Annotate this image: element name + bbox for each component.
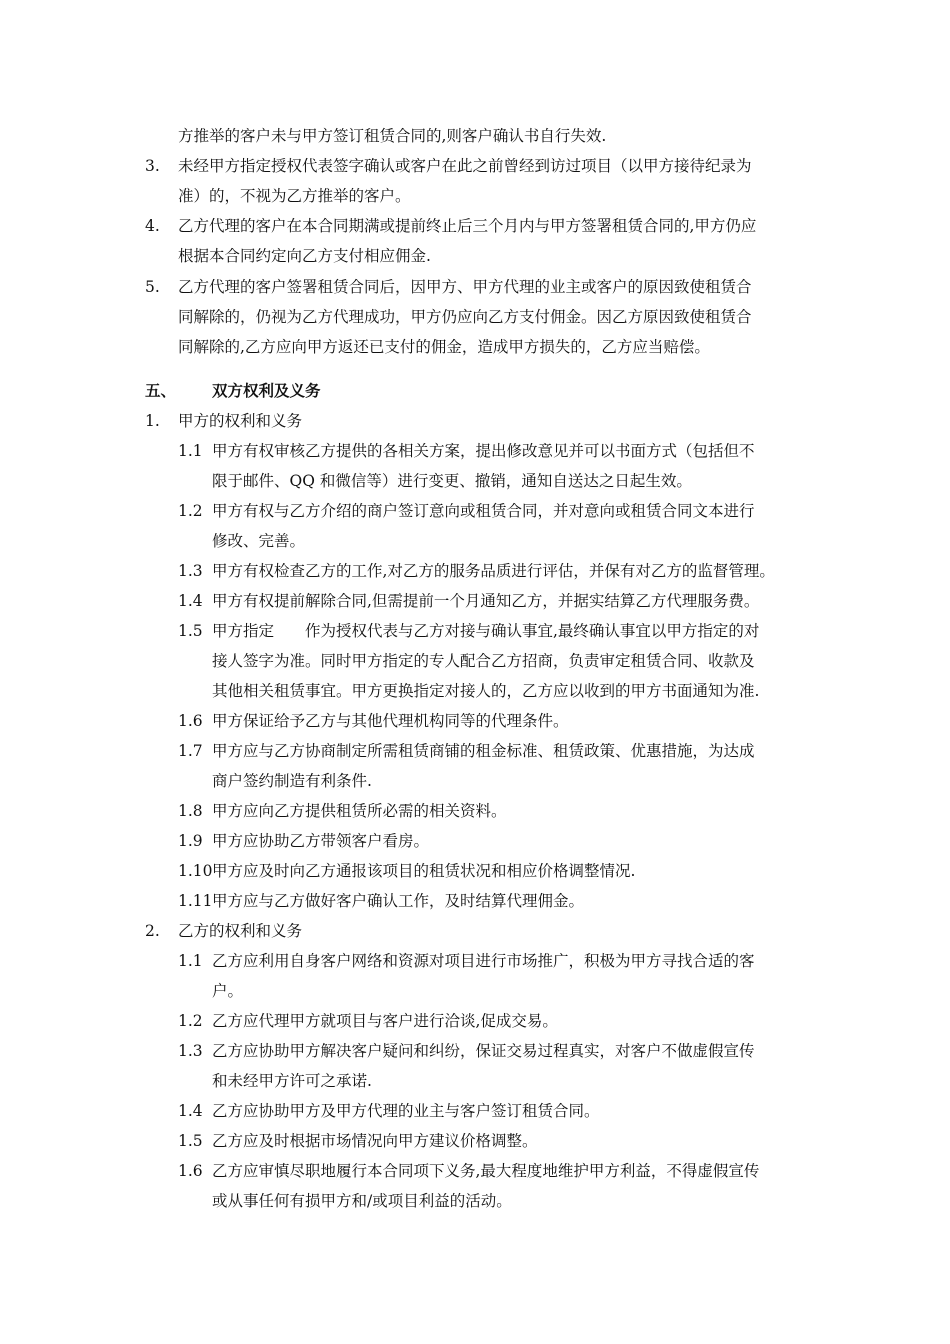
item-number: 1.2 (178, 502, 203, 520)
section-title: 双方权利及义务 (212, 381, 321, 400)
item-number: 1.1 (178, 952, 203, 970)
item-number: 1.8 (178, 802, 203, 820)
clause-line: 乙方代理的客户签署租赁合同后，因甲方、甲方代理的业主或客户的原因致使租赁合 (178, 278, 752, 296)
item-line: 甲方应与乙方协商制定所需租赁商铺的租金标准、租赁政策、优惠措施，为达成 (212, 742, 755, 760)
item-line: 其他相关租赁事宜。甲方更换指定对接人的，乙方应以收到的甲方书面通知为准. (212, 682, 760, 700)
item-line: 接人签字为准。同时甲方指定的专人配合乙方招商，负责审定租赁合同、收款及 (212, 652, 755, 670)
item-line: 商户签约制造有利条件. (212, 772, 372, 790)
clause-number: 3. (145, 157, 160, 175)
item-number: 1.5 (178, 622, 203, 640)
item-line: 乙方应审慎尽职地履行本合同项下义务,最大程度地维护甲方利益，不得虚假宣传 (212, 1162, 760, 1180)
item-line: 甲方有权检查乙方的工作,对乙方的服务品质进行评估，并保有对乙方的监督管理。 (212, 562, 775, 580)
item-number: 1.5 (178, 1132, 203, 1150)
clause-line: 准）的，不视为乙方推举的客户。 (178, 187, 411, 205)
item-number: 1.3 (178, 562, 203, 580)
item-line: 修改、完善。 (212, 532, 306, 550)
item-line: 甲方有权与乙方介绍的商户签订意向或租赁合同，并对意向或租赁合同文本进行 (212, 502, 755, 520)
item-number: 1.1 (178, 442, 203, 460)
item-line: 甲方应向乙方提供租赁所必需的相关资料。 (212, 802, 507, 820)
item-line: 户。 (212, 982, 244, 1000)
clause-line: 根据本合同约定向乙方支付相应佣金. (178, 247, 431, 265)
clause-number: 5. (145, 278, 160, 296)
item-number: 1.10 (178, 862, 213, 880)
item-number: 1.6 (178, 1162, 203, 1180)
item-number: 1.4 (178, 592, 203, 610)
item-line: 甲方应协助乙方带领客户看房。 (212, 832, 430, 850)
item-line: 限于邮件、QQ 和微信等）进行变更、撤销，通知自送达之日起生效。 (212, 472, 692, 490)
item-number: 1.9 (178, 832, 203, 850)
item-line: 和未经甲方许可之承诺. (212, 1072, 372, 1090)
clause-line: 同解除的,乙方应向甲方返还已支付的佣金，造成甲方损失的，乙方应当赔偿。 (178, 338, 710, 356)
item-number: 1.3 (178, 1042, 203, 1060)
subsection-title: 甲方的权利和义务 (178, 412, 303, 430)
item-line: 甲方有权审核乙方提供的各相关方案，提出修改意见并可以书面方式（包括但不 (212, 442, 755, 460)
item-number: 1.2 (178, 1012, 203, 1030)
clause-line: 同解除的，仍视为乙方代理成功，甲方仍应向乙方支付佣金。因乙方原因致使租赁合 (178, 308, 752, 326)
item-line: 乙方应代理甲方就项目与客户进行洽谈,促成交易。 (212, 1012, 558, 1030)
clause-number: 4. (145, 217, 160, 235)
continuation-text: 方推举的客户未与甲方签订租赁合同的,则客户确认书自行失效. (178, 127, 607, 145)
subsection-title: 乙方的权利和义务 (178, 922, 303, 940)
item-number: 1.4 (178, 1102, 203, 1120)
item-number: 1.11 (178, 892, 213, 910)
item-line: 甲方保证给予乙方与其他代理机构同等的代理条件。 (212, 712, 569, 730)
item-line: 甲方应与乙方做好客户确认工作，及时结算代理佣金。 (212, 892, 585, 910)
item-line: 乙方应利用自身客户网络和资源对项目进行市场推广，积极为甲方寻找合适的客 (212, 952, 755, 970)
section-number: 五、 (145, 381, 177, 400)
item-line: 甲方有权提前解除合同,但需提前一个月通知乙方，并据实结算乙方代理服务费。 (212, 592, 760, 610)
item-line: 甲方指定 作为授权代表与乙方对接与确认事宜,最终确认事宜以甲方指定的对 (212, 622, 760, 640)
item-number: 1.6 (178, 712, 203, 730)
subsection-number: 1. (145, 412, 160, 430)
item-line: 乙方应及时根据市场情况向甲方建议价格调整。 (212, 1132, 538, 1150)
clause-line: 乙方代理的客户在本合同期满或提前终止后三个月内与甲方签署租赁合同的,甲方仍应 (178, 217, 757, 235)
item-line: 乙方应协助甲方解决客户疑问和纠纷，保证交易过程真实，对客户不做虚假宣传 (212, 1042, 755, 1060)
subsection-number: 2. (145, 922, 160, 940)
item-line: 甲方应及时向乙方通报该项目的租赁状况和相应价格调整情况. (212, 862, 636, 880)
item-line: 乙方应协助甲方及甲方代理的业主与客户签订租赁合同。 (212, 1102, 600, 1120)
item-number: 1.7 (178, 742, 203, 760)
clause-line: 未经甲方指定授权代表签字确认或客户在此之前曾经到访过项目（以甲方接待纪录为 (178, 157, 752, 175)
item-line: 或从事任何有损甲方和/或项目利益的活动。 (212, 1192, 512, 1210)
